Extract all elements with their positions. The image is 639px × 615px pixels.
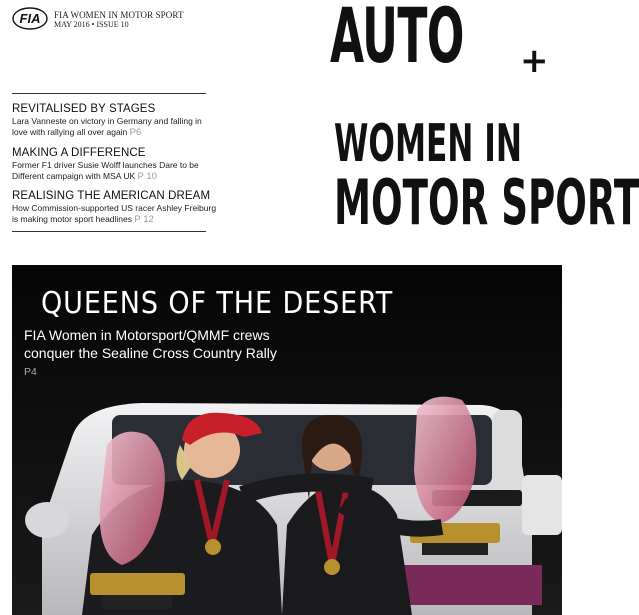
story-making-a-difference[interactable] xyxy=(12,147,217,182)
story-page: P 12 xyxy=(134,213,154,225)
story-headline: REVITALISED BY STAGES xyxy=(12,103,156,115)
story-page: P 10 xyxy=(137,170,157,182)
story-american-dream[interactable] xyxy=(12,190,217,225)
story-headline: MAKING A DIFFERENCE xyxy=(12,147,146,159)
cover-story-page: P4 xyxy=(24,366,37,378)
masthead-line-1: WOMEN IN xyxy=(334,114,522,174)
masthead-title: AUTO xyxy=(330,0,464,80)
story-description: Lara Vanneste on victory in Germany and falling in love with rallying all over again P6 xyxy=(12,116,202,138)
cover-story-subtitle: FIA Women in Motorsport/QMMF crews conquer the Sealine Cross Country Rally P4 xyxy=(24,327,277,378)
story-description: Former F1 driver Susie Wolff launches Dare to be Different campaign with MSA UK P 10 xyxy=(12,160,199,182)
cover-story-title: QUEENS OF THE DESERT xyxy=(41,286,394,321)
masthead-plus: + xyxy=(520,41,549,81)
fia-logo-icon xyxy=(12,7,48,30)
cover-photo[interactable] xyxy=(12,265,562,615)
masthead-line-2: MOTOR SPORT xyxy=(334,166,639,239)
contents-top-rule xyxy=(12,93,206,94)
story-headline: REALISING THE AMERICAN DREAM xyxy=(12,190,211,202)
story-description: How Commission-supported US racer Ashley Freiburg is making motor sport headlines P 12 xyxy=(12,203,217,225)
contents-bottom-rule xyxy=(12,231,206,232)
story-revitalised[interactable] xyxy=(12,103,217,138)
publication-issue: MAY 2016 • ISSUE 10 xyxy=(54,20,129,29)
story-page: P6 xyxy=(129,126,142,138)
svg-text:FIA: FIA xyxy=(19,11,41,26)
publication-name: FIA WOMEN IN MOTOR SPORT xyxy=(54,10,184,20)
